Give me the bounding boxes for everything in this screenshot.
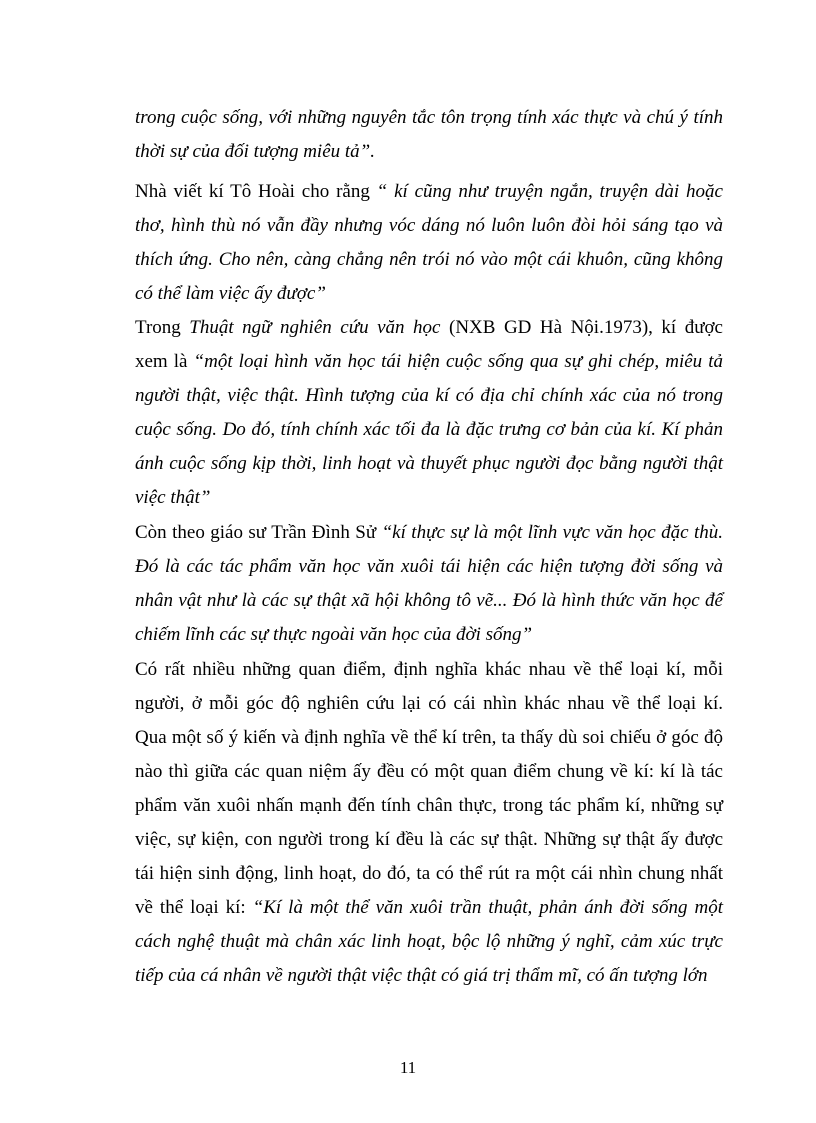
text-line xyxy=(135,862,723,886)
text-segment: Đó là các tác phẩm văn học văn xuôi tái hiện các hiện tượng đời sống và xyxy=(135,556,723,577)
text-line xyxy=(135,140,723,164)
text-line xyxy=(135,486,723,510)
text-segment: “ kí cũng như truyện ngắn, truyện dài hoặc xyxy=(376,181,723,202)
text-segment: trong cuộc sống, với những nguyên tắc tôn trọng tính xác thực và chú ý tính xyxy=(135,107,723,128)
text-line xyxy=(135,180,723,204)
text-line xyxy=(135,418,723,442)
text-segment: Qua một số ý kiến và định nghĩa về thể kí trên, ta thấy dù soi chiếu ở góc độ xyxy=(135,727,723,748)
text-segment: người thật, việc thật. Hình tượng của kí có địa chỉ chính xác của nó trong xyxy=(135,385,723,406)
text-line xyxy=(135,214,723,238)
text-line xyxy=(135,828,723,852)
text-line xyxy=(135,794,723,818)
text-segment: chiếm lĩnh các sự thực ngoài văn học của đời sống” xyxy=(135,624,533,645)
text-segment: “Kí là một thể văn xuôi trần thuật, phản ánh đời sống một xyxy=(252,897,723,918)
text-line xyxy=(135,692,723,716)
text-line xyxy=(135,521,723,545)
text-segment: ánh cuộc sống kịp thời, linh hoạt và thuyết phục người đọc bằng người thật xyxy=(135,453,723,474)
page-number: 11 xyxy=(399,1058,417,1077)
text-line xyxy=(135,350,723,374)
text-segment: cách nghệ thuật mà chân xác linh hoạt, bộc lộ những ý nghĩ, cảm xúc trực xyxy=(135,931,723,952)
text-line xyxy=(135,930,723,954)
text-segment: Trong xyxy=(135,317,190,338)
text-segment: “kí thực sự là một lĩnh vực văn học đặc thù. xyxy=(381,522,723,543)
text-segment: Nhà viết kí Tô Hoài cho rằng xyxy=(135,181,377,202)
text-segment: thời sự của đối tượng miêu tả”. xyxy=(135,141,375,162)
text-segment: phẩm văn xuôi nhấn mạnh đến tính chân thực, trong tác phẩm kí, những sự xyxy=(135,795,723,816)
text-line xyxy=(135,248,723,272)
text-segment: việc thật” xyxy=(135,487,211,508)
text-line xyxy=(135,316,723,340)
text-segment: tiếp của cá nhân về người thật việc thật có giá trị thẩm mĩ, có ấn tượng lớn xyxy=(135,965,708,986)
text-line xyxy=(135,452,723,476)
text-line xyxy=(135,106,723,130)
text-line xyxy=(135,589,723,613)
text-line xyxy=(135,760,723,784)
text-segment: việc, sự kiện, con người trong kí đều là các sự thật. Những sự thật ấy được xyxy=(135,829,723,850)
text-segment: “một loại hình văn học tái hiện cuộc sống qua sự ghi chép, miêu tả xyxy=(193,351,723,372)
text-segment: (NXB GD Hà Nội.1973), kí được xyxy=(440,317,723,338)
text-segment: Thuật ngữ nghiên cứu văn học xyxy=(189,317,441,338)
text-segment: Còn theo giáo sư Trần Đình Sử xyxy=(135,522,382,543)
text-segment: người, ở mỗi góc độ nghiên cứu lại có cái nhìn khác nhau về thể loại kí. xyxy=(135,693,723,714)
text-segment: về thể loại kí: xyxy=(135,897,253,918)
text-segment: xem là xyxy=(135,351,194,372)
text-segment: cuộc sống. Do đó, tính chính xác tối đa là đặc trưng cơ bản của kí. Kí phản xyxy=(135,419,723,440)
text-line xyxy=(135,658,723,682)
text-segment: nào thì giữa các quan niệm ấy đều có một quan điểm chung về kí: kí là tác xyxy=(135,761,723,782)
text-segment: Có rất nhiều những quan điểm, định nghĩa khác nhau về thể loại kí, mỗi xyxy=(135,659,723,680)
text-segment: thích ứng. Cho nên, càng chẳng nên trói nó vào một cái khuôn, cũng không xyxy=(135,249,723,270)
text-segment: nhân vật như là các sự thật xã hội không tô vẽ... Đó là hình thức văn học để xyxy=(135,590,723,611)
text-line xyxy=(135,555,723,579)
text-segment: thơ, hình thù nó vẫn đầy nhưng vóc dáng nó luôn luôn đòi hỏi sáng tạo và xyxy=(135,215,723,236)
text-line xyxy=(135,282,723,306)
text-line xyxy=(135,964,723,988)
text-line xyxy=(135,623,723,647)
text-line xyxy=(135,726,723,750)
text-line xyxy=(135,896,723,920)
text-segment: có thể làm việc ấy được” xyxy=(135,283,326,304)
text-segment: tái hiện sinh động, linh hoạt, do đó, ta có thể rút ra một cái nhìn chung nhất xyxy=(135,863,723,884)
text-line xyxy=(135,384,723,408)
